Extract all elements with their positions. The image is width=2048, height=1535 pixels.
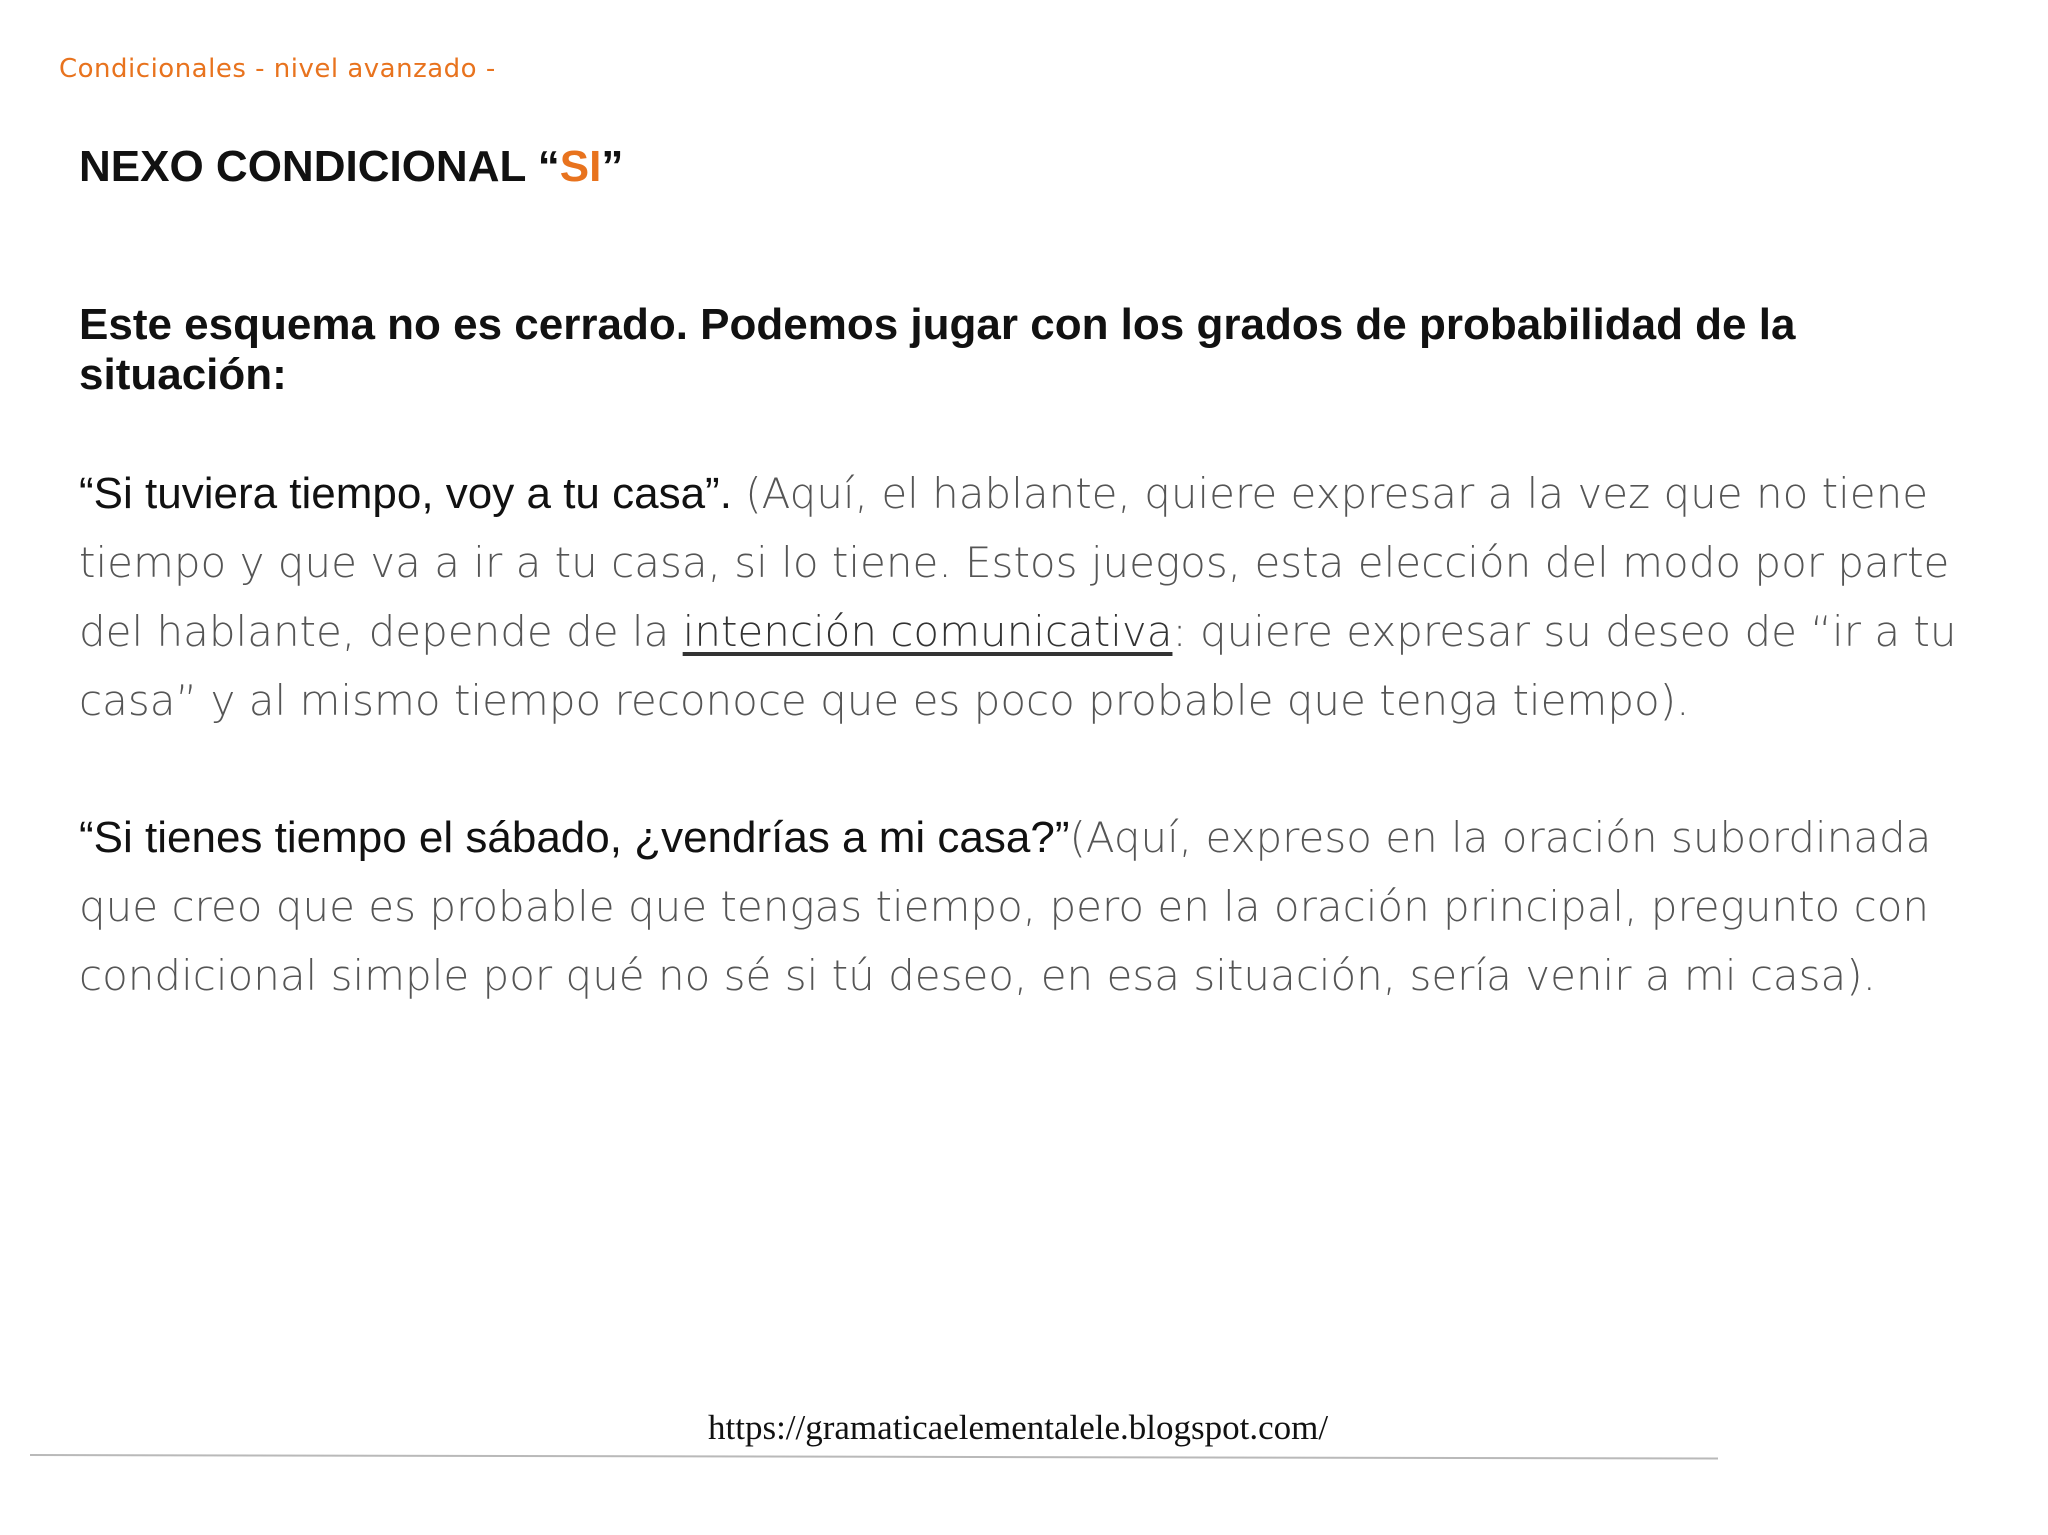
example-1-explanation-before: (Aquí, el hablante, quiere expresar a la vez que no tiene tiempo y que va a ir a tu casa, si lo tiene. Estos juegos, esta elección del modo por parte del hablante, depende de la — [79, 469, 1950, 656]
title-suffix: ” — [601, 142, 624, 191]
footer-url: https://gramaticaelementalele.blogspot.com/ — [708, 1408, 1329, 1447]
example-paragraph-1 — [79, 459, 1959, 735]
title-prefix: NEXO CONDICIONAL “ — [79, 142, 560, 191]
example-1-quote: “Si tuviera tiempo, voy a tu casa”. — [79, 469, 732, 518]
title-accent: SI — [559, 142, 602, 191]
example-1-underlined-term: intención comunicativa — [682, 607, 1173, 656]
example-1-explanation-after: : quiere expresar su deseo de “ir a tu casa” y al mismo tiempo reconoce que es poco probable que tenga tiempo). — [79, 607, 1957, 725]
example-2-explanation: (Aquí, expreso en la oración subordinada que creo que es probable que tengas tiempo, pero en la oración principal, pregunto con condicional simple por qué no sé si tú deseo, en esa situación, sería venir a mi casa). — [79, 813, 1932, 1000]
header-label: Condicionales - nivel avanzado - — [59, 54, 496, 84]
example-paragraph-2 — [79, 803, 1959, 1010]
intro-text: Este esquema no es cerrado. Podemos jugar con los grados de probabilidad de la situación: — [79, 300, 1796, 399]
page-title — [79, 142, 623, 192]
footer-divider — [30, 1454, 1718, 1460]
example-2-quote: “Si tienes tiempo el sábado, ¿vendrías a mi casa?” — [79, 813, 1070, 862]
